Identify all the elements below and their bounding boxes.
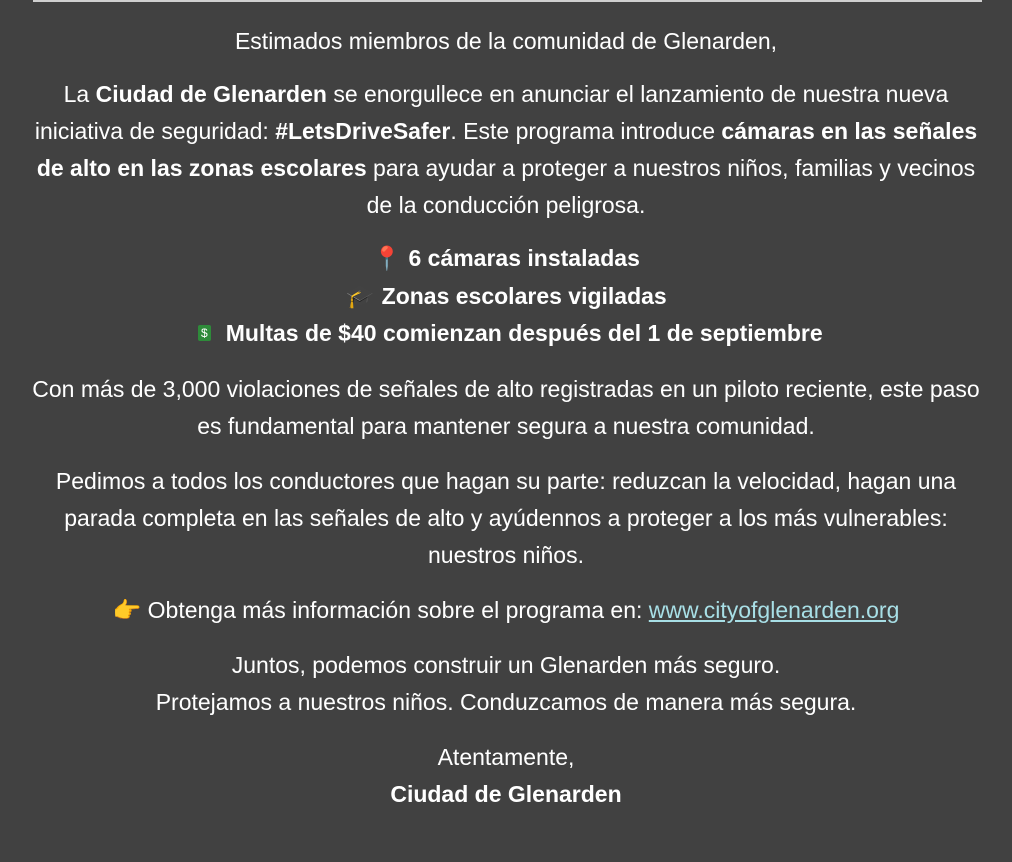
statistic-paragraph: Con más de 3,000 violaciones de señales de alto registradas en un piloto reciente, este paso es fundamental para mantener segura a nuestra comunidad. [32,375,980,439]
request-paragraph: Pedimos a todos los conductores que hagan su parte: reduzcan la velocidad, hagan una parada completa en las señales de alto y ayúdennos a proteger a los más vulnerables: nuestros niños. [55,467,957,568]
highlight-text: 6 cámaras instaladas [408,245,640,271]
intro-text-2: se enorgullece en anunciar el lanzamiento de nuestra nueva iniciativa de seguridad: [34,81,949,144]
intro-text-3: . Este programa introduce [450,118,722,144]
cameras-highlight: cámaras en las señales de alto en las zonas escolares [36,118,978,181]
greeting: Estimados miembros de la comunidad de Glenarden, [234,28,778,54]
intro-text-1: La [63,81,96,107]
closing-lines [30,647,982,721]
top-divider [33,0,982,2]
closing-line-1: Juntos, podemos construir un Glenarden más seguro. [231,651,781,678]
more-info [30,592,982,629]
pointing-hand-icon: 👉 [112,596,142,623]
graduation-cap-icon: 🎓 [345,282,375,309]
intro-paragraph [30,76,982,224]
more-info-text: Obtenga más información sobre el programa en: [147,596,649,623]
website-link[interactable]: www.cityofglenarden.org [648,596,900,623]
email-body [30,23,982,813]
highlight-item [30,278,982,316]
signoff-signature: Ciudad de Glenarden [390,780,622,807]
highlight-text: Zonas escolares vigiladas [381,282,667,309]
closing-line-2: Protejamos a nuestros niños. Conduzcamos de manera más segura. [155,688,857,715]
intro-text-4: para ayudar a proteger a nuestros niños, familias y vecinos de la conducción peligrosa. [366,155,976,218]
highlight-item [30,240,982,278]
highlight-item [30,315,982,353]
signoff [30,739,982,813]
pin-icon: 📍 [372,245,402,271]
city-name: Ciudad de Glenarden [95,81,327,107]
highlights-list [30,240,982,353]
money-icon: $ [198,325,211,341]
signoff-salutation: Atentamente, [437,743,575,770]
hashtag: #LetsDriveSafer [275,118,451,144]
highlight-text: Multas de $40 comienzan después del 1 de septiembre [225,320,823,346]
